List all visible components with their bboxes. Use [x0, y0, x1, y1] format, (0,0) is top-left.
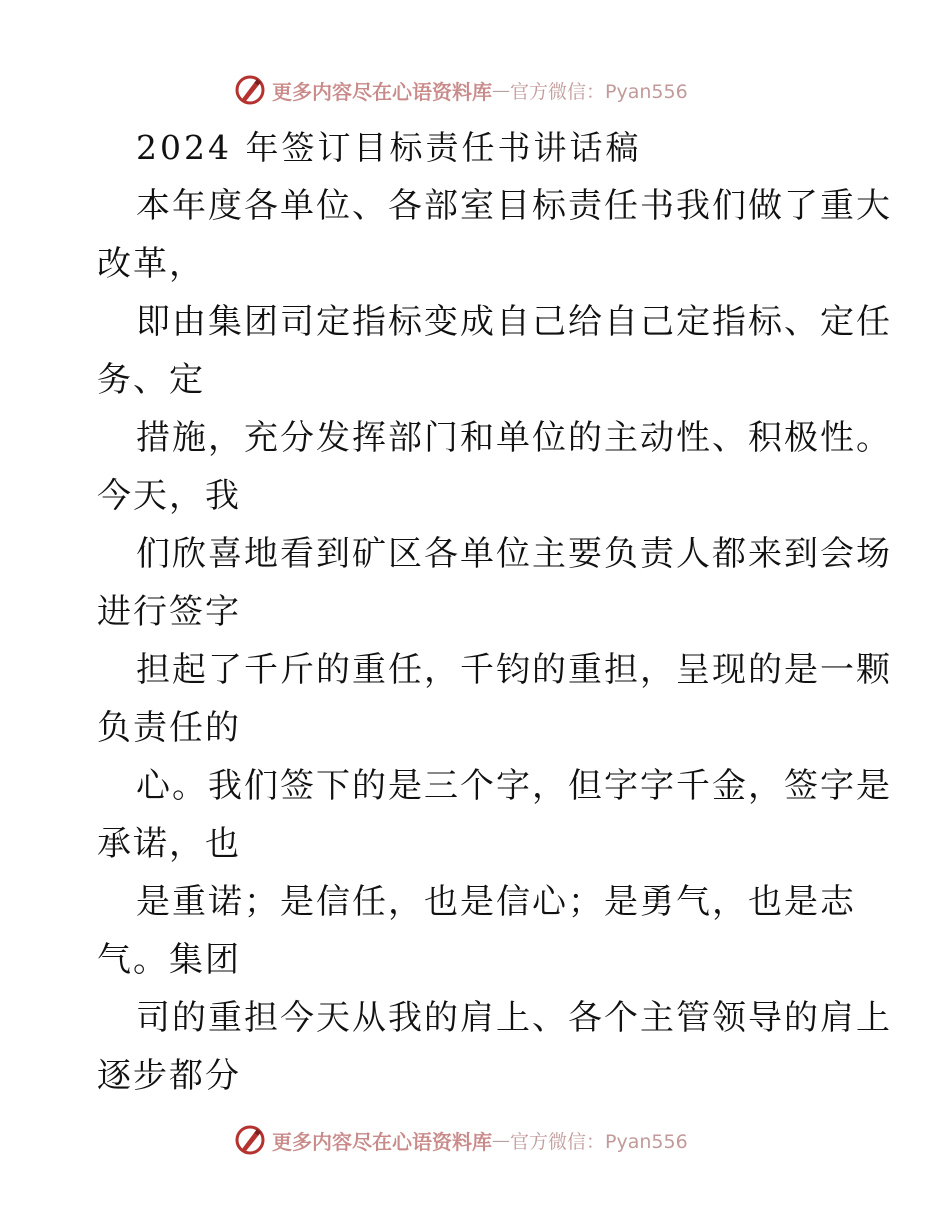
watermark-text: 更多内容尽在心语资料库 — [272, 1129, 492, 1154]
body-line: 改革， — [97, 244, 205, 284]
body-line: 担起了千斤的重任，千钧的重担，呈现的是一颗 — [136, 650, 892, 690]
body-line: 逐步都分 — [97, 1056, 241, 1096]
header-watermark — [234, 72, 688, 108]
watermark-wechat: 官方微信：Pyan556 — [510, 80, 688, 103]
watermark-separator: — — [492, 1129, 510, 1151]
document-title: 2024 年签订目标责任书讲话稿 — [136, 128, 642, 167]
body-line: 承诺，也 — [97, 824, 241, 864]
watermark-text: 更多内容尽在心语资料库 — [272, 79, 492, 104]
body-line: 司的重担今天从我的肩上、各个主管领导的肩上 — [136, 998, 892, 1038]
watermark-wechat: 官方微信：Pyan556 — [510, 1130, 688, 1153]
body-line: 们欣喜地看到矿区各单位主要负责人都来到会场 — [136, 534, 892, 574]
body-line: 即由集团司定指标变成自己给自己定指标、定任 — [136, 302, 892, 342]
body-line: 本年度各单位、各部室目标责任书我们做了重大 — [136, 186, 892, 226]
body-line: 是重诺；是信任，也是信心；是勇气，也是志 — [136, 882, 856, 922]
body-line: 务、定 — [97, 360, 205, 400]
body-line: 气。集团 — [97, 940, 241, 980]
body-line: 措施，充分发挥部门和单位的主动性、积极性。 — [136, 418, 892, 458]
body-line: 今天，我 — [97, 476, 241, 516]
watermark-separator: — — [492, 79, 510, 101]
pen-logo-icon — [234, 74, 266, 106]
footer-watermark — [234, 1122, 688, 1158]
body-line: 负责任的 — [97, 708, 241, 748]
body-line: 进行签字 — [97, 592, 241, 632]
body-line: 心。我们签下的是三个字，但字字千金，签字是 — [136, 766, 892, 806]
pen-logo-icon — [234, 1124, 266, 1156]
